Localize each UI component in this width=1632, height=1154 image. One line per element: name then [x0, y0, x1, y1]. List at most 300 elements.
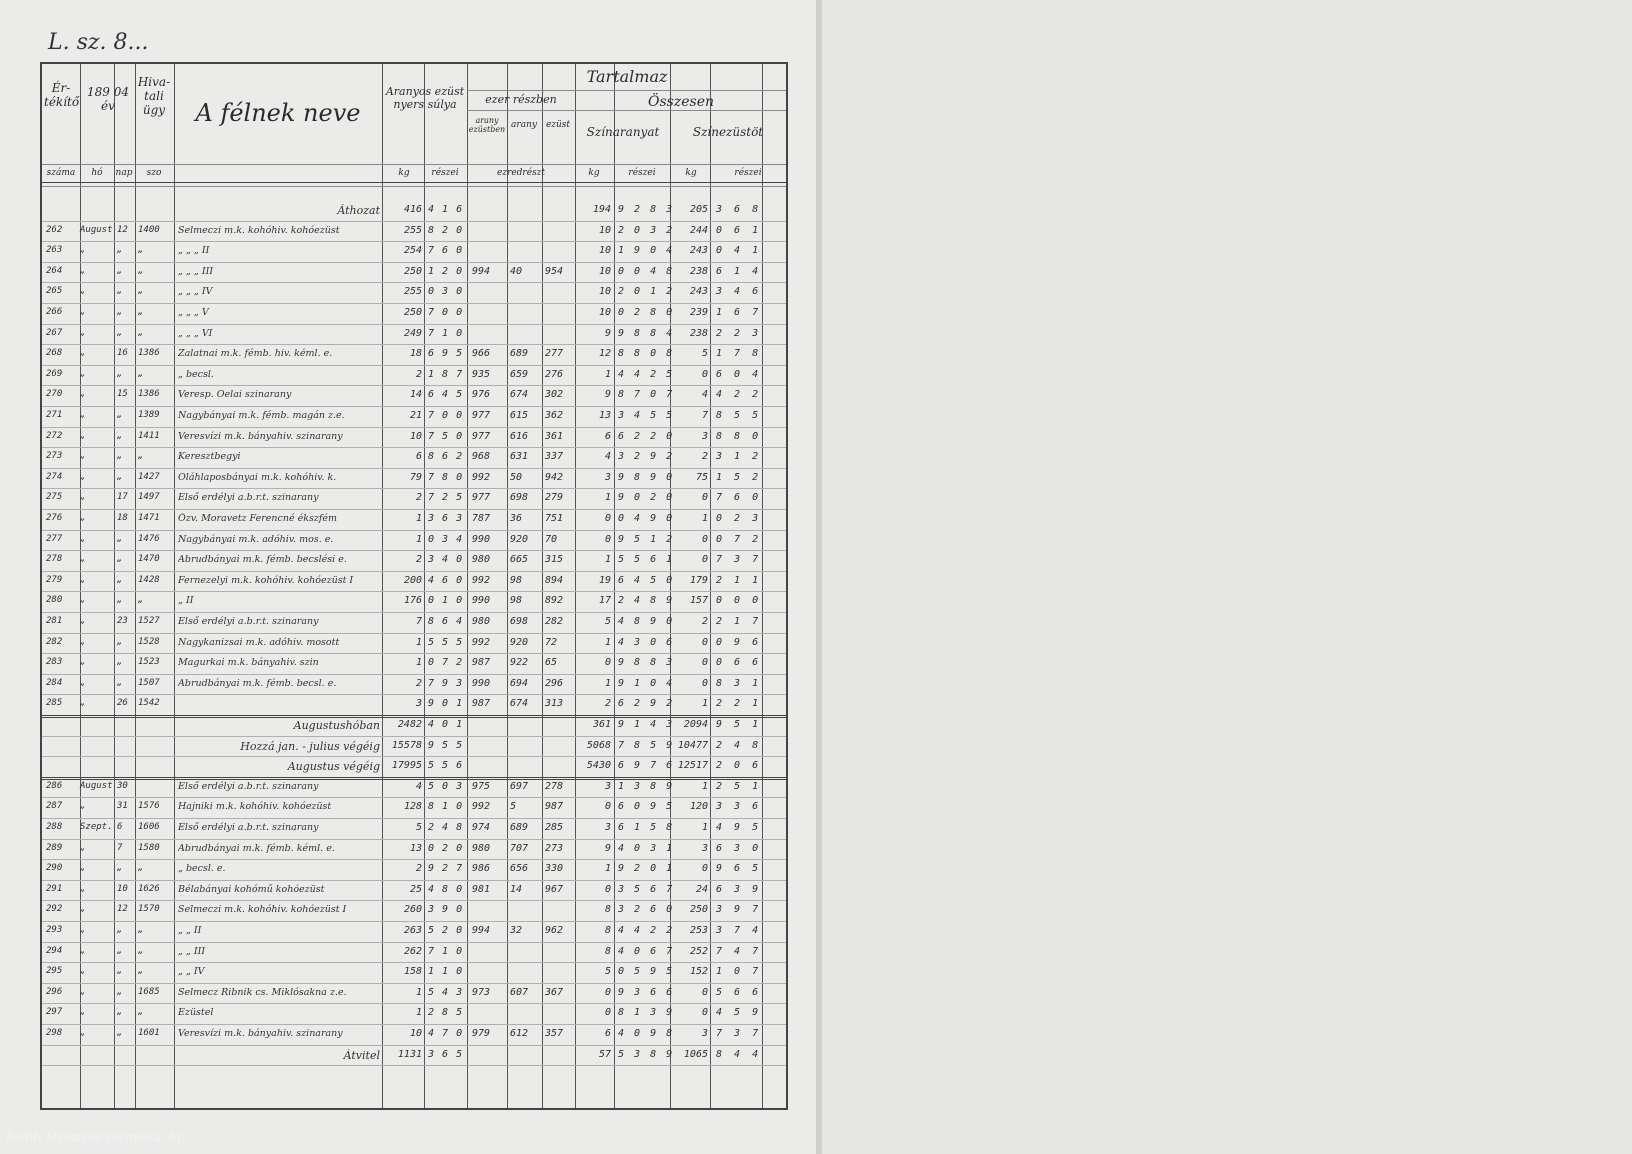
entry-fine-gold-parts: 6 1 5 8	[618, 822, 675, 833]
left-subheader-rule	[42, 164, 786, 165]
entry-case-no: 1411	[138, 430, 160, 441]
entry-fine-silver-parts: 0 7 2	[716, 533, 762, 545]
left-row-rule	[42, 447, 786, 448]
entry-raw-kg: 18	[409, 348, 422, 360]
entry-month: „	[80, 389, 86, 400]
entry-fine-silver-parts: 2 0 6	[716, 760, 762, 772]
entry-raw-parts: 7 6 0	[428, 245, 464, 257]
header-ertekito: Ér-tékítő	[44, 81, 80, 109]
entry-fine-gold-parts: 6 9 7 6	[618, 760, 675, 772]
left-ledger-table	[40, 62, 788, 1110]
entry-raw-parts: 2 8 5	[428, 1007, 464, 1019]
entry-gold-in-silver: 974	[472, 822, 491, 833]
entry-fine-silver-kg: 0	[701, 677, 708, 689]
entry-gold-in-silver: 977	[472, 410, 491, 421]
entry-party-name: „ „ III	[178, 945, 206, 957]
entry-case-no: „	[138, 945, 144, 956]
entry-party-name: Keresztbegyi	[178, 451, 241, 463]
entry-silver-per-mille: 942	[545, 471, 564, 483]
entry-gold-in-silver: 987	[472, 698, 491, 710]
entry-raw-parts: 5 4 3	[428, 986, 464, 998]
entry-gold-per-mille: 707	[510, 842, 529, 854]
entry-raw-parts: 1 8 7	[428, 368, 464, 380]
entry-number: 276	[46, 513, 63, 523]
left-row-rule	[42, 633, 786, 634]
entry-fine-silver-parts: 8 4 4	[716, 1048, 762, 1060]
entry-party-name: Oláhlaposbányai m.k. kohóhiv. k.	[178, 471, 337, 483]
entry-case-no: 1606	[138, 822, 160, 832]
entry-silver-per-mille: 357	[545, 1028, 564, 1039]
entry-raw-parts: 7 0 0	[428, 307, 464, 318]
entry-fine-silver-parts: 8 8 0	[716, 430, 762, 442]
left-row-rule	[42, 1024, 786, 1025]
entry-raw-kg: 10	[409, 1028, 422, 1039]
entry-raw-parts: 0 7 2	[428, 657, 464, 669]
entry-month: „	[80, 698, 86, 709]
entry-silver-per-mille: 362	[545, 410, 564, 421]
entry-month: „	[80, 245, 86, 256]
entry-party-name: „ „ „ V	[178, 307, 209, 318]
entry-raw-parts: 9 2 7	[428, 863, 464, 875]
entry-party-name: Zalatnai m.k. fémb. hiv. kéml. e.	[178, 348, 333, 360]
entry-gold-in-silver: 992	[472, 636, 491, 648]
entry-gold-in-silver: 975	[472, 780, 491, 792]
left-row-rule	[42, 530, 786, 531]
entry-gold-in-silver: 980	[472, 554, 491, 566]
entry-month: „	[80, 471, 86, 482]
entry-fine-silver-kg: 120	[689, 801, 708, 813]
entry-month: „	[80, 513, 86, 523]
entry-raw-kg: 262	[403, 945, 422, 957]
entry-raw-kg: 1131	[397, 1048, 422, 1060]
entry-number: 268	[46, 348, 63, 359]
entry-day: 7	[117, 842, 123, 853]
entry-month: „	[80, 883, 86, 894]
entry-fine-gold-kg: 1	[604, 863, 611, 875]
header-gold: arany	[511, 120, 537, 130]
entry-fine-silver-parts: 3 9 7	[716, 904, 762, 916]
entry-gold-in-silver: 992	[472, 801, 491, 813]
entry-fine-silver-kg: 0	[701, 554, 708, 566]
entry-case-no: 1427	[138, 471, 160, 482]
entry-raw-parts: 2 4 8	[428, 822, 464, 833]
entry-case-no: 1570	[138, 904, 160, 915]
entry-gold-in-silver: 980	[472, 616, 491, 627]
entry-fine-silver-kg: 152	[689, 966, 708, 978]
entry-raw-kg: 254	[403, 245, 422, 257]
entry-fine-silver-kg: 205	[689, 204, 708, 215]
entry-fine-gold-kg: 8	[604, 904, 611, 916]
entry-party-name: „ „ „ II	[178, 245, 210, 257]
left-row-rule	[42, 653, 786, 654]
entry-fine-silver-parts: 0 4 1	[716, 245, 762, 257]
left-row-rule	[42, 509, 786, 510]
entry-gold-in-silver: 787	[472, 513, 491, 524]
entry-fine-gold-kg: 12	[598, 348, 611, 360]
entry-party-name: Veresp. Oelai szinarany	[178, 389, 292, 401]
entry-raw-kg: 21	[409, 410, 422, 421]
entry-fine-silver-parts: 2 2 3	[716, 327, 762, 339]
entry-gold-per-mille: 665	[510, 554, 529, 566]
entry-month: „	[80, 554, 86, 565]
left-row-rule	[42, 591, 786, 592]
entry-gold-per-mille: 920	[510, 636, 529, 648]
header-day: nap	[115, 168, 133, 178]
entry-fine-silver-kg: 179	[689, 574, 708, 586]
entry-fine-silver-parts: 2 2 1	[716, 698, 762, 710]
entry-fine-gold-kg: 9	[604, 327, 611, 339]
entry-fine-gold-parts: 8 1 3 9	[618, 1007, 675, 1019]
entry-fine-silver-kg: 239	[689, 307, 708, 318]
entry-gold-in-silver: 968	[472, 451, 491, 463]
entry-case-no: 1542	[138, 698, 160, 709]
entry-day: „	[117, 677, 123, 688]
entry-fine-silver-kg: 157	[689, 595, 708, 607]
entry-day: „	[117, 430, 123, 441]
entry-fine-gold-kg: 8	[604, 945, 611, 957]
entry-gold-per-mille: 674	[510, 698, 529, 710]
entry-fine-gold-kg: 0	[604, 986, 611, 998]
entry-number: 290	[46, 863, 63, 874]
entry-raw-parts: 8 6 2	[428, 451, 464, 463]
entry-fine-silver-parts: 3 3 6	[716, 801, 762, 813]
entry-fine-gold-kg: 194	[592, 204, 611, 215]
entry-case-no: „	[138, 368, 144, 379]
entry-fine-silver-kg: 2	[701, 616, 708, 627]
entry-silver-per-mille: 987	[545, 801, 564, 813]
entry-fine-gold-kg: 13	[598, 410, 611, 421]
entry-fine-gold-parts: 6 2 9 2	[618, 698, 675, 710]
entry-raw-parts: 7 1 0	[428, 945, 464, 957]
entry-day: „	[117, 636, 123, 647]
entry-fine-silver-parts: 2 4 8	[716, 739, 762, 751]
entry-fine-gold-parts: 6 2 2 0	[618, 430, 675, 442]
entry-fine-silver-parts: 4 2 2	[716, 389, 762, 401]
header-ezer-reszben: ezer részben	[485, 93, 557, 106]
entry-raw-kg: 263	[403, 925, 422, 936]
header-szo: szo	[146, 168, 162, 178]
entry-day: 6	[117, 822, 123, 832]
entry-gold-per-mille: 922	[510, 657, 529, 669]
entry-fine-gold-parts: 9 1 0 4	[618, 677, 675, 689]
entry-raw-parts: 7 5 0	[428, 430, 464, 442]
entry-number: 274	[46, 471, 63, 482]
entry-raw-kg: 260	[403, 904, 422, 916]
entry-silver-per-mille: 279	[545, 492, 564, 504]
entry-day: 16	[117, 348, 128, 359]
entry-fine-gold-parts: 8 7 0 7	[618, 389, 675, 401]
entry-day: „	[117, 533, 123, 544]
entry-raw-kg: 2	[415, 554, 422, 566]
entry-raw-kg: 2	[415, 492, 422, 504]
entry-silver-per-mille: 285	[545, 822, 564, 833]
entry-raw-kg: 176	[403, 595, 422, 607]
entry-gold-per-mille: 50	[510, 471, 523, 483]
entry-party-name: Selmeczi m.k. kohóhiv. kohóezüst	[178, 224, 340, 236]
entry-raw-parts: 4 1 6	[428, 204, 464, 215]
entry-fine-silver-parts: 6 1 4	[716, 265, 762, 277]
entry-fine-silver-kg: 2094	[683, 719, 708, 730]
entry-month: „	[80, 842, 86, 853]
left-row-rule	[42, 406, 786, 407]
entry-fine-gold-parts: 9 1 4 3	[618, 719, 675, 730]
entry-raw-kg: 4	[415, 780, 422, 792]
entry-fine-gold-kg: 1	[604, 677, 611, 689]
entry-silver-per-mille: 65	[545, 657, 558, 669]
entry-fine-gold-parts: 0 5 9 5	[618, 966, 675, 978]
entry-month: „	[80, 430, 86, 441]
entry-number: 296	[46, 986, 63, 997]
entry-raw-parts: 5 0 3	[428, 780, 464, 792]
entry-party-name: Özv. Moravetz Ferencné ékszfém	[178, 513, 338, 524]
header-hivatali-ugy: Hiva-tali ügy	[137, 75, 171, 117]
entry-month: „	[80, 904, 86, 915]
entry-fine-silver-parts: 0 2 3	[716, 513, 762, 524]
entry-raw-parts: 4 0 1	[428, 719, 464, 730]
left-row-rule	[42, 859, 786, 860]
entry-fine-gold-kg: 3	[604, 822, 611, 833]
entry-fine-silver-parts: 3 7 4	[716, 925, 762, 936]
entry-silver-per-mille: 70	[545, 533, 558, 545]
entry-day: „	[117, 554, 123, 565]
left-row-rule	[42, 921, 786, 922]
entry-fine-gold-kg: 9	[604, 389, 611, 401]
header-raw-parts: részei	[431, 168, 459, 178]
entry-fine-silver-kg: 1	[701, 513, 708, 524]
left-row-rule	[42, 694, 786, 695]
header-party-name: A félnek neve	[195, 99, 361, 127]
left-row-rule	[42, 880, 786, 881]
entry-raw-parts: 4 8 0	[428, 883, 464, 895]
entry-raw-kg: 416	[403, 204, 422, 215]
entry-gold-per-mille: 698	[510, 616, 529, 627]
entry-month: Szept.	[80, 822, 113, 832]
entry-fine-gold-parts: 8 8 0 8	[618, 348, 675, 360]
entry-fine-gold-kg: 5	[604, 966, 611, 978]
entry-fine-gold-parts: 9 3 6 6	[618, 986, 675, 998]
entry-fine-gold-parts: 4 0 3 1	[618, 842, 675, 854]
entry-gold-in-silver: 994	[472, 925, 491, 936]
entry-fine-silver-parts: 8 3 1	[716, 677, 762, 689]
entry-case-no: 1400	[138, 224, 160, 235]
entry-fine-silver-kg: 238	[689, 327, 708, 339]
entry-month: „	[80, 925, 86, 935]
entry-month: „	[80, 451, 86, 462]
entry-gold-per-mille: 98	[510, 595, 523, 607]
entry-fine-gold-kg: 3	[604, 780, 611, 792]
entry-raw-parts: 5 5 6	[428, 760, 464, 772]
left-group-rule	[467, 110, 786, 111]
entry-gold-per-mille: 674	[510, 389, 529, 401]
entry-day: 17	[117, 492, 128, 503]
entry-fine-gold-kg: 3	[604, 471, 611, 483]
entry-fine-gold-kg: 10	[598, 307, 611, 318]
entry-fine-silver-kg: 5	[701, 348, 708, 360]
entry-gold-per-mille: 616	[510, 430, 529, 442]
entry-fine-gold-parts: 9 2 8 3	[618, 204, 675, 215]
entry-fine-silver-kg: 3	[701, 842, 708, 854]
entry-fine-silver-parts: 1 5 2	[716, 471, 762, 483]
header-gold-in-silver: arany ezüstben	[468, 116, 506, 135]
entry-gold-per-mille: 656	[510, 863, 529, 875]
entry-case-no: 1497	[138, 492, 160, 503]
entry-raw-parts: 0 1 0	[428, 595, 464, 607]
entry-party-name: Augustushóban	[293, 719, 380, 732]
entry-raw-parts: 5 2 0	[428, 925, 464, 936]
entry-fine-gold-kg: 1	[604, 492, 611, 504]
entry-month: „	[80, 410, 86, 420]
entry-fine-silver-kg: 10477	[677, 739, 708, 751]
entry-case-no: 1428	[138, 574, 160, 585]
entry-number: 292	[46, 904, 63, 915]
entry-fine-gold-parts: 0 0 4 8	[618, 265, 675, 277]
entry-raw-parts: 7 8 0	[428, 471, 464, 483]
entry-silver-per-mille: 277	[545, 348, 564, 360]
entry-fine-gold-kg: 9	[604, 842, 611, 854]
left-row-rule	[42, 818, 786, 819]
entry-fine-gold-kg: 1	[604, 636, 611, 648]
entry-case-no: 1576	[138, 801, 160, 812]
entry-fine-gold-parts: 3 4 5 5	[618, 410, 675, 421]
entry-number: 265	[46, 286, 63, 297]
left-row-rule	[42, 571, 786, 572]
entry-fine-silver-kg: 0	[701, 986, 708, 998]
entry-party-name: Abrudbányai m.k. fémb. becslési e.	[178, 554, 347, 566]
entry-silver-per-mille: 361	[545, 430, 564, 442]
entry-party-name: Hajniki m.k. kohóhiv. kohóezüst	[178, 801, 332, 813]
entry-day: 12	[117, 904, 128, 915]
entry-fine-silver-parts: 3 1 2	[716, 451, 762, 463]
entry-party-name: Ezüstel	[178, 1007, 214, 1019]
entry-month: „	[80, 327, 86, 338]
left-row-rule	[42, 427, 786, 428]
left-row-rule	[42, 1003, 786, 1004]
entry-gold-per-mille: 659	[510, 368, 529, 380]
entry-fine-silver-kg: 243	[689, 286, 708, 298]
header-gold-kg: kg	[588, 168, 600, 178]
entry-gold-in-silver: 977	[472, 492, 491, 504]
entry-fine-silver-parts: 7 3 7	[716, 554, 762, 566]
entry-fine-gold-kg: 1	[604, 554, 611, 566]
entry-day: „	[117, 986, 123, 997]
entry-month: „	[80, 574, 86, 585]
entry-fine-silver-kg: 238	[689, 265, 708, 277]
entry-party-name: Első erdélyi a.b.r.t. szinarany	[178, 780, 319, 792]
entry-number: 286	[46, 780, 63, 791]
entry-party-name: Nagykanizsai m.k. adóhiv. mosott	[178, 636, 340, 648]
entry-fine-silver-kg: 7	[701, 410, 708, 421]
header-fine-gold: Színaranyat	[586, 125, 660, 139]
entry-raw-parts: 4 6 0	[428, 574, 464, 586]
entry-case-no: 1685	[138, 986, 160, 997]
entry-gold-in-silver: 990	[472, 677, 491, 689]
entry-fine-gold-parts: 3 2 9 2	[618, 451, 675, 463]
header-silver-kg: kg	[685, 168, 697, 178]
entry-party-name: Abrudbányai m.k. fémb. kéml. e.	[178, 842, 335, 854]
entry-fine-gold-parts: 9 8 8 3	[618, 657, 675, 669]
left-row-rule	[42, 241, 786, 242]
entry-month: „	[80, 1028, 86, 1038]
entry-fine-gold-parts: 6 0 9 5	[618, 801, 675, 813]
left-row-rule	[42, 983, 786, 984]
entry-fine-silver-kg: 1	[701, 780, 708, 792]
entry-fine-silver-parts: 8 5 5	[716, 410, 762, 421]
entry-raw-parts: 0 3 4	[428, 533, 464, 545]
entry-case-no: 1386	[138, 348, 160, 359]
entry-day: „	[117, 368, 123, 379]
entry-fine-silver-parts: 1 7 8	[716, 348, 762, 360]
entry-fine-silver-kg: 24	[695, 883, 708, 895]
archive-watermark: Archív Mincovne Kremnica, š.p.	[6, 1129, 189, 1144]
corner-note: L. sz. 8...	[48, 30, 149, 55]
entry-number: 280	[46, 595, 63, 606]
entry-fine-gold-parts: 4 4 2 5	[618, 368, 675, 380]
entry-fine-gold-parts: 6 4 5 0	[618, 574, 675, 586]
entry-fine-silver-kg: 243	[689, 245, 708, 257]
entry-party-name: Átvitel	[343, 1048, 380, 1062]
entry-gold-in-silver: 977	[472, 430, 491, 442]
entry-fine-silver-parts: 2 5 1	[716, 780, 762, 792]
entry-number: 283	[46, 657, 63, 668]
entry-fine-silver-kg: 252	[689, 945, 708, 957]
entry-silver-per-mille: 273	[545, 842, 564, 854]
entry-number: 297	[46, 1007, 63, 1018]
entry-fine-gold-parts: 9 0 2 0	[618, 492, 675, 504]
entry-silver-per-mille: 954	[545, 265, 564, 277]
entry-fine-gold-parts: 1 9 0 4	[618, 245, 675, 257]
entry-fine-silver-parts: 0 6 1	[716, 224, 762, 236]
entry-fine-silver-kg: 12517	[677, 760, 708, 772]
entry-party-name: Veresvízi m.k. bányahiv. szinarany	[178, 1028, 343, 1039]
entry-number: 282	[46, 636, 63, 647]
entry-raw-kg: 5	[415, 822, 422, 833]
entry-party-name: Hozzá jan. - julius végéig	[240, 739, 380, 753]
entry-party-name: Abrudbányai m.k. fémb. becsl. e.	[178, 677, 337, 689]
entry-raw-parts: 4 7 0	[428, 1028, 464, 1039]
entry-case-no: „	[138, 327, 144, 338]
entry-fine-gold-kg: 0	[604, 1007, 611, 1019]
entry-silver-per-mille: 892	[545, 595, 564, 607]
entry-fine-silver-parts: 9 6 5	[716, 863, 762, 875]
entry-fine-silver-parts: 1 0 7	[716, 966, 762, 978]
entry-case-no: 1471	[138, 513, 160, 523]
entry-gold-per-mille: 615	[510, 410, 529, 421]
entry-day: „	[117, 327, 123, 338]
left-row-rule	[42, 756, 786, 757]
left-row-rule	[42, 1045, 786, 1046]
left-row-rule	[42, 942, 786, 943]
entry-number: 266	[46, 307, 63, 317]
entry-month: „	[80, 368, 86, 379]
entry-day: „	[117, 471, 123, 482]
entry-gold-in-silver: 980	[472, 842, 491, 854]
entry-gold-in-silver: 990	[472, 595, 491, 607]
entry-fine-silver-parts: 3 4 6	[716, 286, 762, 298]
entry-raw-kg: 1	[415, 986, 422, 998]
entry-month: „	[80, 533, 86, 544]
entry-month: „	[80, 801, 86, 812]
entry-raw-kg: 6	[415, 451, 422, 463]
entry-fine-silver-kg: 2	[701, 451, 708, 463]
entry-day: 18	[117, 513, 128, 523]
header-tartalmaz: Tartalmaz	[586, 67, 668, 86]
header-year: 189 04 év	[87, 85, 129, 113]
entry-party-name: „ „ „ VI	[178, 327, 213, 339]
left-row-rule	[42, 550, 786, 551]
entry-case-no: „	[138, 265, 144, 276]
entry-fine-gold-parts: 4 4 2 2	[618, 925, 675, 936]
entry-gold-in-silver: 976	[472, 389, 491, 401]
